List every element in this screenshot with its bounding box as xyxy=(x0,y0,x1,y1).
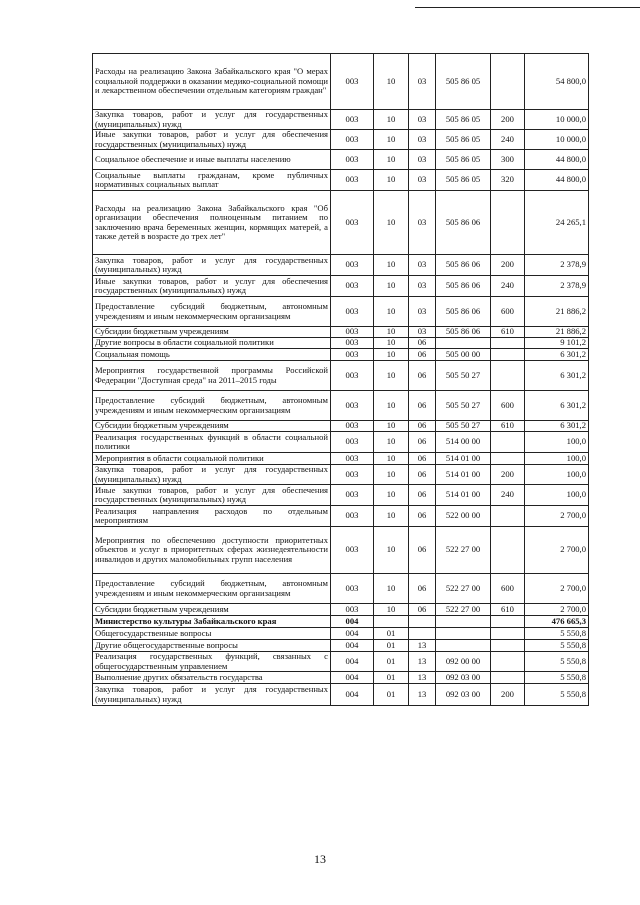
amount-cell: 5 550,8 xyxy=(525,628,589,640)
subsection-code-cell: 06 xyxy=(409,506,436,527)
target-article-cell: 505 50 27 xyxy=(436,391,491,421)
row-name-cell: Социальная помощь xyxy=(93,349,331,361)
subsection-code-cell: 03 xyxy=(409,110,436,130)
expense-type-cell xyxy=(491,672,525,684)
row-name-cell: Предоставление субсидий бюджетным, автономным учреждениям и иным некоммерческим организациям xyxy=(93,574,331,604)
row-name-cell: Иные закупки товаров, работ и услуг для обеспечения государственных (муниципальных) нужд xyxy=(93,485,331,506)
expense-type-cell xyxy=(491,432,525,453)
top-rule xyxy=(415,7,640,8)
target-article-cell: 505 86 06 xyxy=(436,191,491,255)
ved-code-cell: 004 xyxy=(331,672,374,684)
ved-code-cell: 004 xyxy=(331,616,374,628)
section-code-cell: 10 xyxy=(374,327,409,338)
amount-cell: 6 301,2 xyxy=(525,349,589,361)
amount-cell: 100,0 xyxy=(525,432,589,453)
target-article-cell: 522 00 00 xyxy=(436,506,491,527)
amount-cell: 2 700,0 xyxy=(525,527,589,574)
amount-cell: 10 000,0 xyxy=(525,110,589,130)
target-article-cell: 514 00 00 xyxy=(436,432,491,453)
section-code-cell: 10 xyxy=(374,453,409,465)
section-code-cell: 01 xyxy=(374,672,409,684)
subsection-code-cell: 06 xyxy=(409,604,436,616)
section-code-cell: 10 xyxy=(374,574,409,604)
amount-cell: 10 000,0 xyxy=(525,130,589,150)
amount-cell: 5 550,8 xyxy=(525,652,589,672)
expense-type-cell: 610 xyxy=(491,421,525,432)
subsection-code-cell: 06 xyxy=(409,453,436,465)
amount-cell: 2 378,9 xyxy=(525,255,589,276)
table-row xyxy=(93,616,589,628)
target-article-cell: 505 86 06 xyxy=(436,276,491,297)
amount-cell: 6 301,2 xyxy=(525,391,589,421)
target-article-cell: 092 03 00 xyxy=(436,672,491,684)
table-row xyxy=(93,150,589,170)
section-code-cell: 10 xyxy=(374,506,409,527)
ved-code-cell: 003 xyxy=(331,453,374,465)
section-code-cell: 10 xyxy=(374,432,409,453)
ved-code-cell: 003 xyxy=(331,527,374,574)
row-name-cell: Предоставление субсидий бюджетным, автономным учреждениям и иным некоммерческим организациям xyxy=(93,297,331,327)
target-article-cell xyxy=(436,338,491,349)
ved-code-cell: 003 xyxy=(331,130,374,150)
table-row xyxy=(93,652,589,672)
ved-code-cell: 004 xyxy=(331,652,374,672)
table-row xyxy=(93,130,589,150)
ved-code-cell: 003 xyxy=(331,110,374,130)
amount-cell: 21 886,2 xyxy=(525,327,589,338)
amount-cell: 44 800,0 xyxy=(525,170,589,191)
table-row xyxy=(93,640,589,652)
subsection-code-cell: 06 xyxy=(409,465,436,485)
expense-type-cell: 240 xyxy=(491,130,525,150)
table-row xyxy=(93,361,589,391)
ved-code-cell: 003 xyxy=(331,361,374,391)
ved-code-cell: 004 xyxy=(331,640,374,652)
row-name-cell: Социальное обеспечение и иные выплаты населению xyxy=(93,150,331,170)
target-article-cell: 505 50 27 xyxy=(436,361,491,391)
amount-cell: 54 800,0 xyxy=(525,54,589,110)
table-row xyxy=(93,110,589,130)
ved-code-cell: 003 xyxy=(331,255,374,276)
amount-cell: 2 700,0 xyxy=(525,506,589,527)
row-name-cell: Закупка товаров, работ и услуг для государственных (муниципальных) нужд xyxy=(93,110,331,130)
ved-code-cell: 003 xyxy=(331,54,374,110)
subsection-code-cell: 06 xyxy=(409,338,436,349)
table-row xyxy=(93,485,589,506)
target-article-cell: 514 01 00 xyxy=(436,453,491,465)
expense-type-cell xyxy=(491,361,525,391)
target-article-cell: 505 86 06 xyxy=(436,327,491,338)
expense-type-cell xyxy=(491,527,525,574)
subsection-code-cell: 03 xyxy=(409,276,436,297)
target-article-cell xyxy=(436,640,491,652)
expense-type-cell xyxy=(491,640,525,652)
row-name-cell: Закупка товаров, работ и услуг для государственных (муниципальных) нужд xyxy=(93,255,331,276)
target-article-cell: 505 86 06 xyxy=(436,297,491,327)
expense-type-cell: 610 xyxy=(491,327,525,338)
target-article-cell xyxy=(436,616,491,628)
target-article-cell: 505 86 05 xyxy=(436,150,491,170)
ved-code-cell: 003 xyxy=(331,150,374,170)
ved-code-cell: 003 xyxy=(331,191,374,255)
section-code-cell: 10 xyxy=(374,527,409,574)
target-article-cell: 522 27 00 xyxy=(436,604,491,616)
table-row xyxy=(93,170,589,191)
row-name-cell: Субсидии бюджетным учреждениям xyxy=(93,604,331,616)
section-code-cell: 10 xyxy=(374,465,409,485)
row-name-cell: Расходы на реализацию Закона Забайкальского края "О мерах социальной поддержки в оказании медико-социальной помощи и лекарственном обеспечении отдельным категориям граждан" xyxy=(93,54,331,110)
target-article-cell: 505 86 05 xyxy=(436,54,491,110)
subsection-code-cell: 06 xyxy=(409,574,436,604)
section-code-cell: 10 xyxy=(374,150,409,170)
expense-type-cell: 200 xyxy=(491,465,525,485)
row-name-cell: Мероприятия в области социальной политики xyxy=(93,453,331,465)
subsection-code-cell: 03 xyxy=(409,150,436,170)
amount-cell: 44 800,0 xyxy=(525,150,589,170)
table-row xyxy=(93,628,589,640)
section-code-cell: 10 xyxy=(374,338,409,349)
row-name-cell: Мероприятия государственной программы Российской Федерации "Доступная среда" на 2011–2015 годы xyxy=(93,361,331,391)
table-row xyxy=(93,276,589,297)
amount-cell: 2 700,0 xyxy=(525,604,589,616)
table-row xyxy=(93,191,589,255)
section-code-cell: 10 xyxy=(374,255,409,276)
section-code-cell: 10 xyxy=(374,130,409,150)
row-name-cell: Реализация направления расходов по отдельным мероприятиям xyxy=(93,506,331,527)
amount-cell: 2 700,0 xyxy=(525,574,589,604)
subsection-code-cell: 03 xyxy=(409,327,436,338)
ved-code-cell: 003 xyxy=(331,574,374,604)
expense-type-cell xyxy=(491,338,525,349)
row-name-cell: Другие вопросы в области социальной политики xyxy=(93,338,331,349)
amount-cell: 6 301,2 xyxy=(525,361,589,391)
section-code-cell: 10 xyxy=(374,361,409,391)
section-code-cell xyxy=(374,616,409,628)
subsection-code-cell: 13 xyxy=(409,640,436,652)
target-article-cell: 505 86 05 xyxy=(436,170,491,191)
subsection-code-cell: 06 xyxy=(409,391,436,421)
section-code-cell: 01 xyxy=(374,652,409,672)
target-article-cell: 514 01 00 xyxy=(436,465,491,485)
section-code-cell: 10 xyxy=(374,276,409,297)
expense-type-cell: 600 xyxy=(491,297,525,327)
expense-type-cell xyxy=(491,628,525,640)
section-code-cell: 01 xyxy=(374,640,409,652)
expense-type-cell xyxy=(491,453,525,465)
subsection-code-cell: 03 xyxy=(409,54,436,110)
amount-cell: 5 550,8 xyxy=(525,640,589,652)
expense-type-cell: 240 xyxy=(491,485,525,506)
subsection-code-cell: 03 xyxy=(409,130,436,150)
table-row xyxy=(93,391,589,421)
expense-type-cell: 200 xyxy=(491,684,525,706)
table-row xyxy=(93,349,589,361)
expense-type-cell: 600 xyxy=(491,574,525,604)
row-name-cell: Закупка товаров, работ и услуг для государственных (муниципальных) нужд xyxy=(93,465,331,485)
ved-code-cell: 003 xyxy=(331,604,374,616)
expense-type-cell xyxy=(491,652,525,672)
subsection-code-cell: 13 xyxy=(409,652,436,672)
target-article-cell: 505 86 05 xyxy=(436,110,491,130)
amount-cell: 5 550,8 xyxy=(525,672,589,684)
subsection-code-cell: 06 xyxy=(409,485,436,506)
section-code-cell: 10 xyxy=(374,391,409,421)
row-name-cell: Предоставление субсидий бюджетным, автономным учреждениям и иным некоммерческим организациям xyxy=(93,391,331,421)
table-row xyxy=(93,506,589,527)
subsection-code-cell: 03 xyxy=(409,255,436,276)
table-row xyxy=(93,327,589,338)
table-row xyxy=(93,432,589,453)
row-name-cell: Реализация государственных функций в области социальной политики xyxy=(93,432,331,453)
table-row xyxy=(93,255,589,276)
subsection-code-cell: 03 xyxy=(409,170,436,191)
row-name-cell: Иные закупки товаров, работ и услуг для обеспечения государственных (муниципальных) нужд xyxy=(93,276,331,297)
subsection-code-cell: 06 xyxy=(409,349,436,361)
section-code-cell: 10 xyxy=(374,191,409,255)
expense-type-cell: 320 xyxy=(491,170,525,191)
table-row xyxy=(93,338,589,349)
section-code-cell: 10 xyxy=(374,170,409,191)
table-row xyxy=(93,297,589,327)
target-article-cell: 505 00 00 xyxy=(436,349,491,361)
expense-type-cell xyxy=(491,191,525,255)
target-article-cell: 505 86 05 xyxy=(436,130,491,150)
ved-code-cell: 004 xyxy=(331,684,374,706)
amount-cell: 6 301,2 xyxy=(525,421,589,432)
table-body xyxy=(93,54,589,706)
section-code-cell: 10 xyxy=(374,421,409,432)
ved-code-cell: 004 xyxy=(331,628,374,640)
expense-type-cell: 200 xyxy=(491,110,525,130)
row-name-cell: Субсидии бюджетным учреждениям xyxy=(93,327,331,338)
subsection-code-cell: 03 xyxy=(409,191,436,255)
ved-code-cell: 003 xyxy=(331,276,374,297)
row-name-cell: Реализация государственных функций, связанных с общегосударственным управлением xyxy=(93,652,331,672)
page-number: 13 xyxy=(314,852,326,866)
ved-code-cell: 003 xyxy=(331,485,374,506)
ved-code-cell: 003 xyxy=(331,297,374,327)
ved-code-cell: 003 xyxy=(331,327,374,338)
section-code-cell: 01 xyxy=(374,628,409,640)
amount-cell: 21 886,2 xyxy=(525,297,589,327)
section-code-cell: 10 xyxy=(374,349,409,361)
row-name-cell: Субсидии бюджетным учреждениям xyxy=(93,421,331,432)
budget-table xyxy=(92,53,589,706)
subsection-code-cell xyxy=(409,616,436,628)
row-name-cell: Иные закупки товаров, работ и услуг для обеспечения государственных (муниципальных) нужд xyxy=(93,130,331,150)
section-code-cell: 10 xyxy=(374,110,409,130)
table-row xyxy=(93,604,589,616)
target-article-cell: 092 03 00 xyxy=(436,684,491,706)
amount-cell: 24 265,1 xyxy=(525,191,589,255)
section-code-cell: 10 xyxy=(374,485,409,506)
table-row xyxy=(93,684,589,706)
ved-code-cell: 003 xyxy=(331,506,374,527)
expense-type-cell: 610 xyxy=(491,604,525,616)
expense-type-cell: 200 xyxy=(491,255,525,276)
expense-type-cell: 300 xyxy=(491,150,525,170)
expense-type-cell xyxy=(491,349,525,361)
target-article-cell: 505 86 06 xyxy=(436,255,491,276)
subsection-code-cell: 03 xyxy=(409,297,436,327)
expense-type-cell xyxy=(491,506,525,527)
subsection-code-cell: 06 xyxy=(409,421,436,432)
expense-type-cell: 600 xyxy=(491,391,525,421)
amount-cell: 100,0 xyxy=(525,465,589,485)
subsection-code-cell: 06 xyxy=(409,527,436,574)
table-row xyxy=(93,465,589,485)
ved-code-cell: 003 xyxy=(331,170,374,191)
ved-code-cell: 003 xyxy=(331,421,374,432)
subsection-code-cell: 13 xyxy=(409,672,436,684)
amount-cell: 100,0 xyxy=(525,485,589,506)
row-name-cell: Министерство культуры Забайкальского края xyxy=(93,616,331,628)
section-code-cell: 01 xyxy=(374,684,409,706)
amount-cell: 476 665,3 xyxy=(525,616,589,628)
amount-cell: 100,0 xyxy=(525,453,589,465)
row-name-cell: Выполнение других обязательств государства xyxy=(93,672,331,684)
target-article-cell: 522 27 00 xyxy=(436,527,491,574)
ved-code-cell: 003 xyxy=(331,349,374,361)
section-code-cell: 10 xyxy=(374,604,409,616)
row-name-cell: Мероприятия по обеспечению доступности приоритетных объектов и услуг в приоритетных сферах жизнедеятельности инвалидов и других маломобильных групп населения xyxy=(93,527,331,574)
section-code-cell: 10 xyxy=(374,54,409,110)
target-article-cell: 092 00 00 xyxy=(436,652,491,672)
target-article-cell: 522 27 00 xyxy=(436,574,491,604)
expense-type-cell xyxy=(491,616,525,628)
row-name-cell: Социальные выплаты гражданам, кроме публичных нормативных социальных выплат xyxy=(93,170,331,191)
row-name-cell: Другие общегосударственные вопросы xyxy=(93,640,331,652)
subsection-code-cell: 06 xyxy=(409,432,436,453)
table-row xyxy=(93,453,589,465)
ved-code-cell: 003 xyxy=(331,338,374,349)
row-name-cell: Расходы на реализацию Закона Забайкальского края "Об организации обеспечения полноценным питанием по заключению врача беременных женщин, кормящих матерей, а также детей в возрасте до трех лет" xyxy=(93,191,331,255)
table-row xyxy=(93,574,589,604)
table-row xyxy=(93,54,589,110)
subsection-code-cell xyxy=(409,628,436,640)
target-article-cell: 505 50 27 xyxy=(436,421,491,432)
ved-code-cell: 003 xyxy=(331,432,374,453)
target-article-cell: 514 01 00 xyxy=(436,485,491,506)
amount-cell: 9 101,2 xyxy=(525,338,589,349)
expense-type-cell: 240 xyxy=(491,276,525,297)
table-row xyxy=(93,421,589,432)
amount-cell: 5 550,8 xyxy=(525,684,589,706)
target-article-cell xyxy=(436,628,491,640)
expense-type-cell xyxy=(491,54,525,110)
section-code-cell: 10 xyxy=(374,297,409,327)
table-row xyxy=(93,527,589,574)
subsection-code-cell: 13 xyxy=(409,684,436,706)
subsection-code-cell: 06 xyxy=(409,361,436,391)
ved-code-cell: 003 xyxy=(331,391,374,421)
row-name-cell: Закупка товаров, работ и услуг для государственных (муниципальных) нужд xyxy=(93,684,331,706)
amount-cell: 2 378,9 xyxy=(525,276,589,297)
table-row xyxy=(93,672,589,684)
ved-code-cell: 003 xyxy=(331,465,374,485)
row-name-cell: Общегосударственные вопросы xyxy=(93,628,331,640)
